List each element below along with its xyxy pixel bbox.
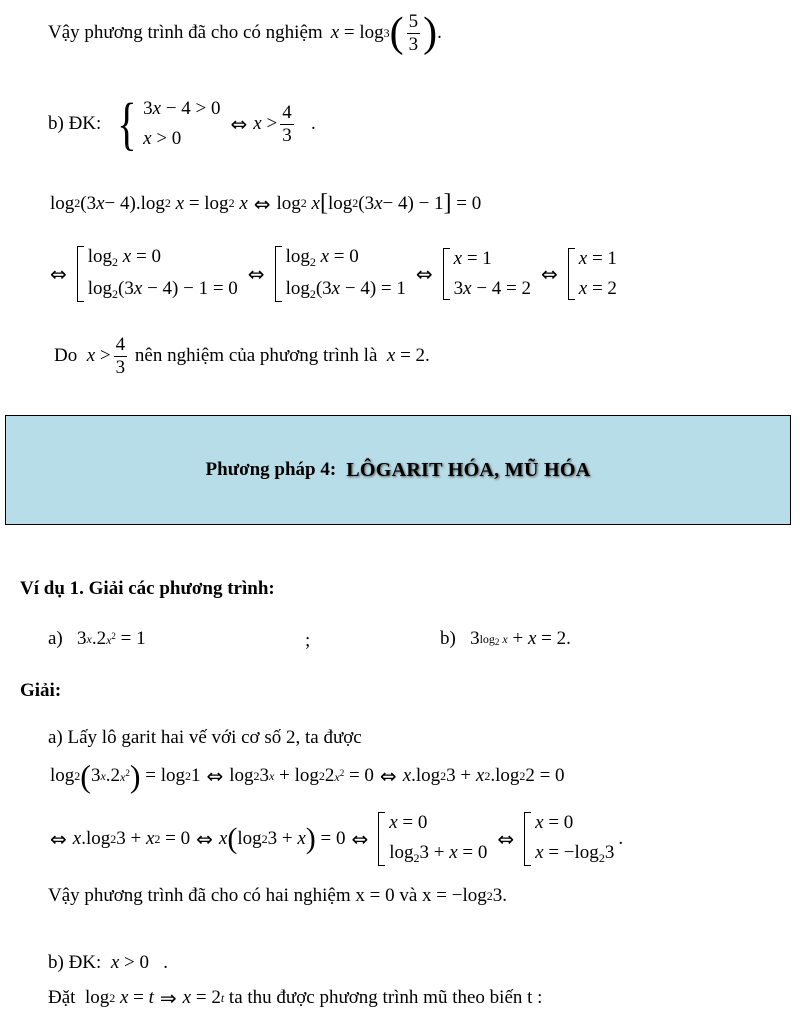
- ex-a-label: a): [48, 628, 63, 649]
- iff-symbol: ⇔: [230, 112, 248, 136]
- do-word: Do: [54, 345, 78, 367]
- solution-title: Giải:: [20, 680, 62, 701]
- section-header-box: [5, 415, 791, 525]
- condition-system: { 3x − 4 > 0 x > 0: [117, 91, 221, 156]
- condition-line-b: b) ĐK: { 3x − 4 > 0 x > 0 ⇔ x > $\frac{4}{3}$ .: [48, 91, 316, 156]
- sol-a-conclusion-text: Vậy phương trình đã cho có hai nghiệm x = 0 và x = −: [48, 885, 463, 906]
- fraction-5-3: $\frac{5}{3}$: [408, 11, 419, 55]
- sol-b-sub-prefix: Đặt: [48, 987, 76, 1008]
- solution-a-eq2: ⇔ x .log 2 3 + x 2 = 0 ⇔ x ( log 2 3 + x ) = 0 ⇔ x = 0 $\log_23 + x = 0$ ⇔ x = 0 $x = -\log_23$ .: [50, 812, 624, 865]
- example-semicolon: ;: [305, 630, 311, 651]
- section-prefix: Phương pháp 4:: [205, 459, 337, 480]
- example-b: b) 3 $\log_2 x$ + x = 2.: [440, 628, 571, 649]
- part-b-label: b) ĐK:: [48, 113, 102, 134]
- example-a: a) 3 x .2 $x^2$ = 1: [48, 628, 146, 649]
- solution-a-conclusion: Vậy phương trình đã cho có hai nghiệm x = 0 và x = − log 2 3.: [48, 885, 507, 906]
- fraction-4-3: $\frac{4}{3}$: [282, 101, 292, 146]
- solution-a-eq1: log 2 ( 3 x .2 $x^2$ ) = log 2 1 ⇔ log 2 3 x + log 2 2 $x^2$ = 0 ⇔ x .log 2 3 + x 2 .log 2 2 = 0: [50, 758, 565, 794]
- example-title: Ví dụ 1. Giải các phương trình:: [20, 578, 275, 599]
- solution-b-substitution: Đặt log 2 x = t ⇒ x = 2 t ta thu được phương trình mũ theo biến t :: [48, 986, 543, 1010]
- do-tail: nên nghiệm của phương trình là: [134, 345, 378, 367]
- conclusion-text: Vậy phương trình đã cho có nghiệm: [48, 22, 323, 44]
- solution-a-intro: a) Lấy lô garit hai vế với cơ số 2, ta được: [48, 727, 362, 748]
- ex-b-label: b): [440, 628, 456, 649]
- solution-b-condition: b) ĐK: x > 0 .: [48, 952, 168, 973]
- sol-b-sub-tail: ta thu được phương trình mũ theo biến t :: [228, 987, 543, 1008]
- sol-b-cond-label: b) ĐK:: [48, 952, 102, 973]
- log-fn: log: [359, 22, 384, 44]
- conclusion-line-a: Vậy phương trình đã cho có nghiệm x = log 3 ( $\frac{5}{3}$ ) .: [48, 10, 442, 57]
- equation-line-2: ⇔ $\log_2 x = 0$ $\log_2(3x - 4) - 1 = 0$ ⇔ $\log_2 x = 0$ $\log_2(3x - 4) = 1$ ⇔ x = 1 3x − 4 = 2 ⇔ x = 1 x = 2: [50, 246, 617, 301]
- section-title: LÔGARIT HÓA, MŨ HÓA: [346, 458, 591, 481]
- equation-line-1: log 2 (3 x − 4).log 2 x = log 2 x ⇔ log 2 x [ log 2 (3 x − 4) − 1 ] = 0: [50, 190, 482, 216]
- do-line: Do x > $\frac{4}{3}$ nên nghiệm của phương trình là x = 2.: [54, 334, 430, 378]
- math-var: x: [330, 22, 340, 44]
